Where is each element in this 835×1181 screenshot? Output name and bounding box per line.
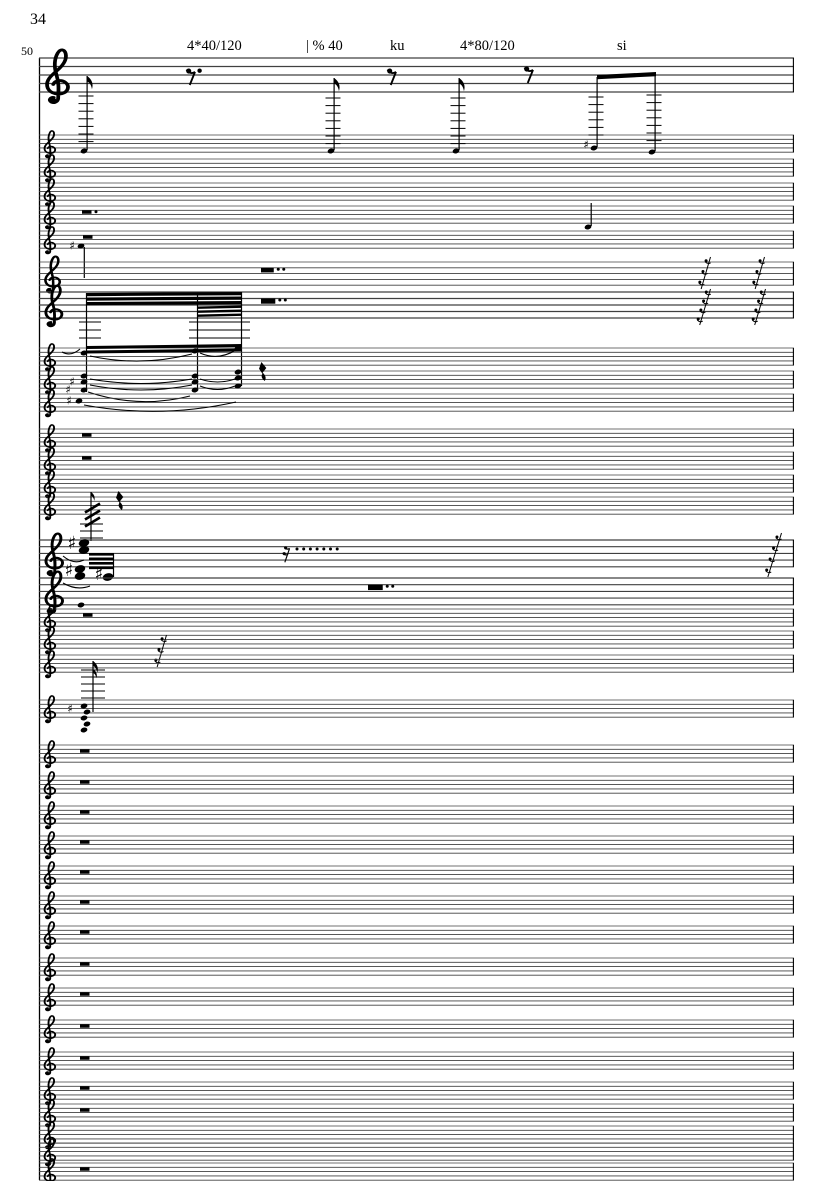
whole-rest xyxy=(80,1086,90,1089)
treble-clef-icon xyxy=(45,1159,56,1181)
multi-rest-hook xyxy=(758,302,764,304)
tie xyxy=(62,349,80,354)
staff xyxy=(39,602,794,632)
treble-clef-blob xyxy=(46,251,50,254)
staff xyxy=(39,256,794,292)
augmentation-dot xyxy=(284,299,287,302)
treble-clef-blob xyxy=(49,98,56,103)
lyric-annotation: ku xyxy=(390,38,405,54)
staff xyxy=(39,362,794,402)
sharp-sign: ♯ xyxy=(69,238,75,253)
staff xyxy=(39,155,794,182)
augmentation-dots xyxy=(316,548,319,551)
multi-rest-hook xyxy=(773,549,779,551)
whole-rest xyxy=(82,456,92,459)
page-number: 34 xyxy=(30,11,46,28)
whole-rest xyxy=(80,962,90,965)
note-head xyxy=(75,398,83,404)
whole-rest xyxy=(80,870,90,873)
sharp-sign: ♯ xyxy=(69,374,75,389)
whole-rest xyxy=(80,1024,90,1027)
flag xyxy=(334,78,339,91)
multi-rest-hook xyxy=(161,640,167,642)
treble-clef-blob xyxy=(46,675,50,678)
whole-rest xyxy=(83,613,93,616)
treble-clef-blob xyxy=(46,978,50,981)
tie xyxy=(63,583,90,588)
treble-clef-blob xyxy=(46,226,50,229)
treble-clef-body xyxy=(47,50,68,99)
beam xyxy=(597,72,656,79)
staff xyxy=(39,1139,794,1166)
staff xyxy=(39,50,794,103)
quarter-rest xyxy=(116,491,123,510)
augmentation-dots xyxy=(329,548,332,551)
note-head xyxy=(80,715,88,721)
augmentation-dot xyxy=(95,210,98,213)
treble-clef-blob xyxy=(48,322,53,326)
multi-rest-hook xyxy=(760,293,766,295)
staff xyxy=(39,984,794,1011)
staff xyxy=(39,862,794,889)
whole-rest xyxy=(368,585,383,590)
augmentation-dots xyxy=(336,548,339,551)
staff xyxy=(39,1100,794,1127)
staff xyxy=(39,1048,794,1075)
whole-rest xyxy=(80,749,90,752)
sharp-sign: ♯ xyxy=(94,564,104,585)
whole-rest xyxy=(80,840,90,843)
staff xyxy=(39,892,794,919)
multi-rest-hook xyxy=(766,571,772,573)
staff xyxy=(39,491,794,541)
beam xyxy=(86,297,242,301)
eighth-rest xyxy=(387,69,396,85)
sharp-sign: ♯ xyxy=(67,533,77,554)
staff xyxy=(39,741,794,768)
treble-clef-blob xyxy=(46,1008,50,1011)
treble-clef-blob xyxy=(46,886,50,889)
staff xyxy=(39,1016,794,1043)
multi-rest-hook xyxy=(752,320,758,322)
note-head xyxy=(74,571,86,581)
multi-rest-hook xyxy=(155,661,161,663)
whole-rest xyxy=(261,268,274,273)
augmentation-dots xyxy=(309,548,312,551)
beam xyxy=(198,306,242,309)
flag xyxy=(459,78,464,91)
note-head xyxy=(234,369,242,375)
staff xyxy=(39,1159,794,1181)
treble-clef-body xyxy=(46,534,63,572)
whole-rest xyxy=(80,1108,90,1111)
tie xyxy=(90,385,192,390)
staff xyxy=(39,954,794,981)
measure-number: 50 xyxy=(21,44,33,58)
beam xyxy=(89,553,114,556)
augmentation-dot xyxy=(277,268,280,271)
note-head xyxy=(83,721,91,727)
staff xyxy=(39,533,794,585)
treble-clef-blob xyxy=(46,517,50,520)
sharp-sign: ♯ xyxy=(64,560,74,581)
sharp-sign: ♯ xyxy=(65,382,71,397)
treble-clef-body xyxy=(45,256,59,289)
multi-rest-hook xyxy=(776,538,782,540)
multi-rest-hook xyxy=(697,320,703,322)
staff xyxy=(39,772,794,799)
tempo-annotation: | % 40 xyxy=(306,38,343,54)
tempo-annotation: 4*40/120 xyxy=(187,38,242,54)
staff xyxy=(39,202,794,230)
treble-clef-blob xyxy=(46,765,50,768)
treble-clef-blob xyxy=(46,826,50,829)
beam xyxy=(198,314,242,317)
flag xyxy=(87,76,92,89)
treble-clef-blob xyxy=(46,1072,50,1075)
note-head xyxy=(234,375,242,381)
multi-rest-hook xyxy=(158,650,164,652)
staff xyxy=(39,286,794,392)
multi-rest-hook xyxy=(703,302,709,304)
note-head xyxy=(80,727,88,733)
multi-rest-dot xyxy=(157,648,160,651)
augmentation-dots xyxy=(302,548,305,551)
staff xyxy=(39,1078,794,1105)
treble-clef-body xyxy=(46,572,63,610)
multi-rest-hook xyxy=(699,283,705,285)
treble-clef-blob xyxy=(46,916,50,919)
treble-clef-blob xyxy=(46,1040,50,1043)
eighth-rest xyxy=(186,69,202,85)
multi-rest-stack xyxy=(697,289,711,325)
whole-rest xyxy=(82,433,92,436)
whole-rest xyxy=(80,900,90,903)
multi-rest-stack xyxy=(752,289,766,325)
sharp-sign: ♯ xyxy=(67,701,73,716)
note-head xyxy=(83,709,91,715)
staff xyxy=(39,227,794,278)
lyric-annotation: si xyxy=(617,38,627,54)
multi-rest-hook xyxy=(753,283,759,285)
sharp-sign: ♯ xyxy=(583,137,589,152)
whole-rest xyxy=(80,810,90,813)
augmentation-dot xyxy=(197,69,201,73)
beam xyxy=(89,558,114,561)
whole-rest xyxy=(80,930,90,933)
staff xyxy=(39,627,794,667)
whole-rest xyxy=(80,1167,90,1170)
staff xyxy=(39,390,794,417)
treble-clef-body xyxy=(45,1159,56,1181)
staff xyxy=(39,179,794,206)
sharp-sign: ♯ xyxy=(66,393,72,408)
beam xyxy=(86,292,242,296)
multi-rest-dot xyxy=(161,637,164,640)
whole-rest xyxy=(80,1056,90,1059)
note-head xyxy=(77,602,85,608)
multi-rest-hook xyxy=(705,293,711,295)
whole-rest xyxy=(83,235,93,238)
whole-rest xyxy=(82,210,92,213)
whole-rest xyxy=(261,299,275,304)
augmentation-dots xyxy=(296,548,299,551)
whole-rest xyxy=(80,992,90,995)
tie xyxy=(200,386,235,390)
staff xyxy=(39,72,794,158)
staff xyxy=(39,802,794,829)
treble-clef-blob xyxy=(46,796,50,799)
staff xyxy=(39,344,794,371)
staff xyxy=(39,560,794,613)
treble-clef-blob xyxy=(46,414,50,417)
treble-clef-blob xyxy=(46,856,50,859)
staff xyxy=(39,922,794,949)
tie xyxy=(88,392,190,402)
tie xyxy=(90,354,192,361)
staff xyxy=(39,651,794,678)
treble-clef-blob xyxy=(46,946,50,949)
staff xyxy=(39,448,794,475)
beam xyxy=(198,310,242,313)
treble-clef-blob xyxy=(46,720,50,723)
staff xyxy=(39,471,794,498)
augmentation-dot xyxy=(386,585,389,588)
note-head xyxy=(102,572,114,582)
augmentation-dots xyxy=(322,548,325,551)
augmentation-dot xyxy=(278,299,281,302)
staff xyxy=(39,425,794,452)
staff xyxy=(39,1122,794,1149)
augmentation-dot xyxy=(391,585,394,588)
whole-rest xyxy=(80,780,90,783)
staff xyxy=(39,832,794,859)
tempo-annotation: 4*80/120 xyxy=(460,38,515,54)
beam xyxy=(86,349,242,354)
augmentation-dot xyxy=(282,268,285,271)
